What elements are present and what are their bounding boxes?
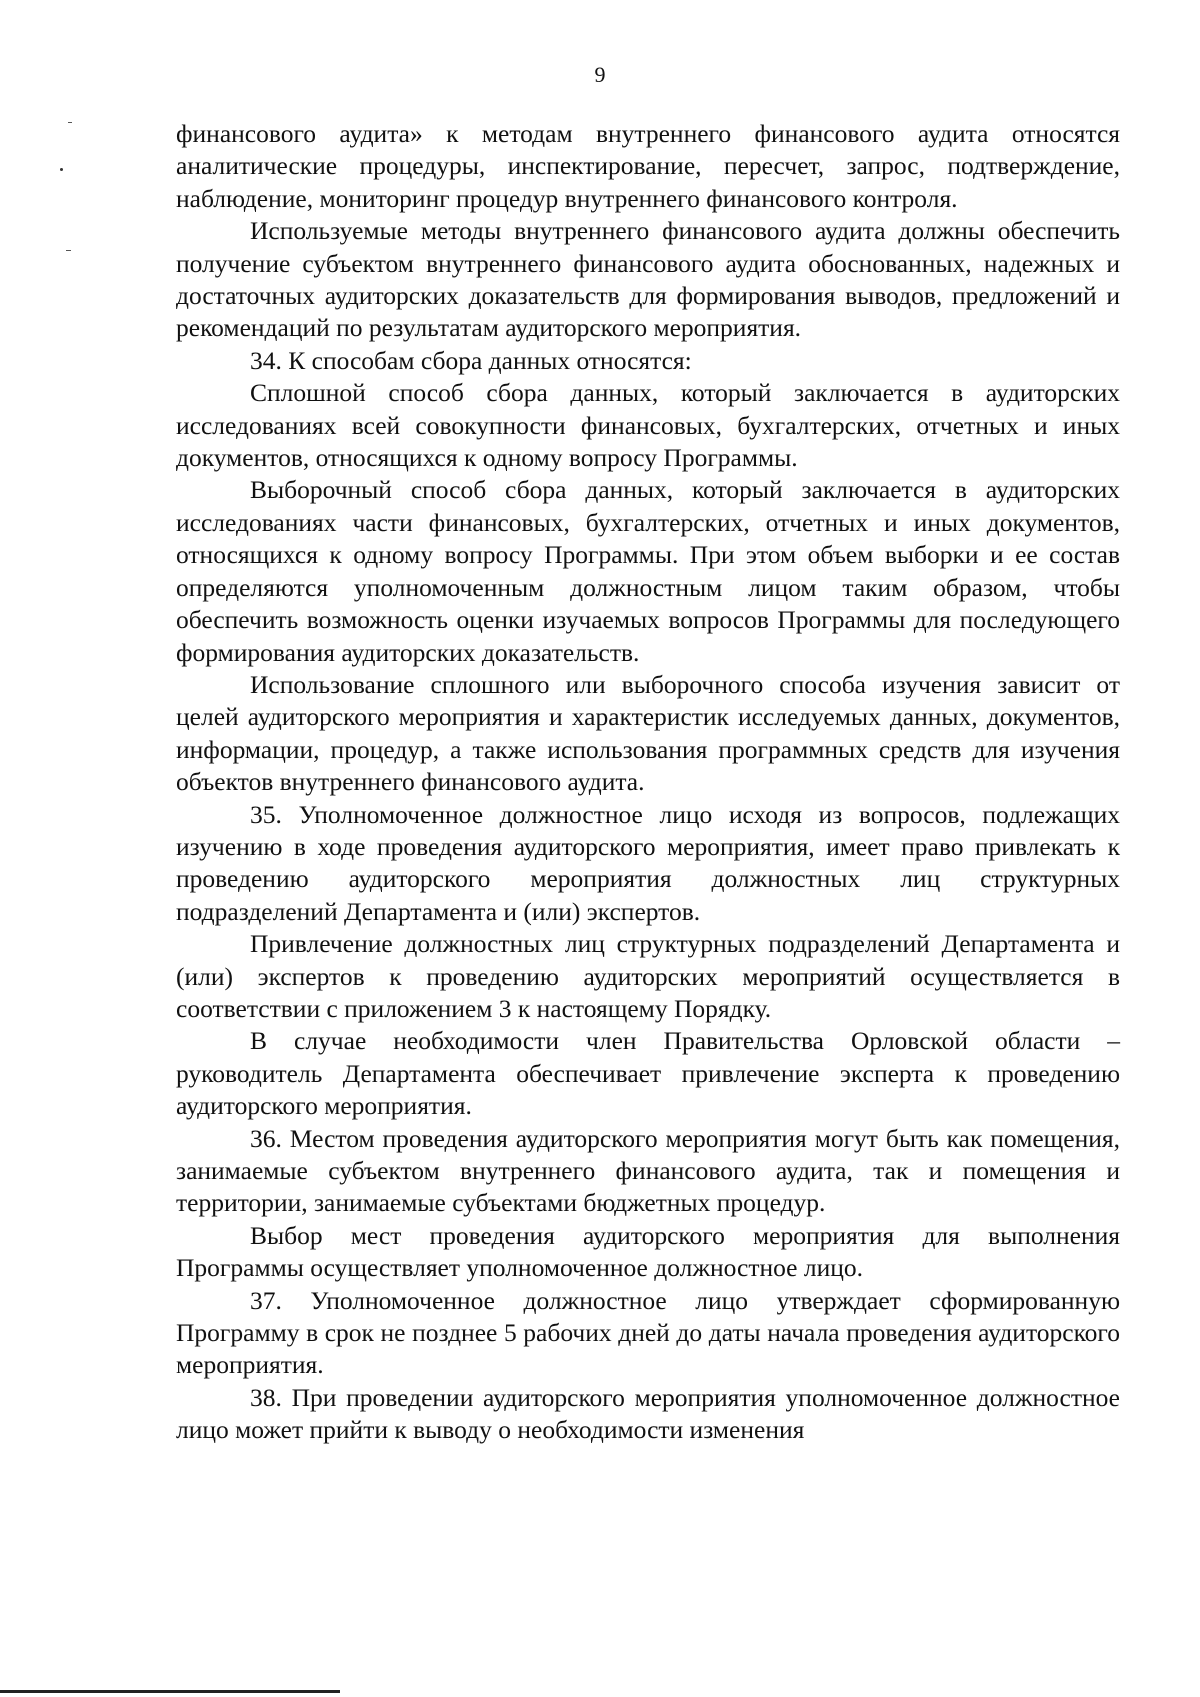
scan-artifact	[68, 122, 72, 123]
document-body	[176, 118, 1120, 1447]
page-number: 9	[594, 62, 606, 87]
paragraph-item-35: 35. Уполномоченное должностное лицо исходя из вопросов, подлежащих изучению в ходе проведения аудиторского мероприятия, имеет право привлекать к проведению аудиторского мероприятия должностных лиц структурных подразделений Департамента и (или) экспертов.	[176, 799, 1120, 926]
paragraph-sampling-method: Выборочный способ сбора данных, который заключается в аудиторских исследованиях части финансовых, бухгалтерских, отчетных и иных документов, относящихся к одному вопросу Программы. При этом объем выборки и ее состав определяются уполномоченным должностным лицом таким образом, чтобы обеспечить возможность оценки изучаемых вопросов Программы для последующего формирования аудиторских доказательств.	[176, 475, 1120, 667]
paragraph-continuous-method: Сплошной способ сбора данных, который заключается в аудиторских исследованиях всей совокупности финансовых, бухгалтерских, отчетных и иных документов, относящихся к одному вопросу Программы.	[176, 378, 1120, 473]
paragraph-involvement: Привлечение должностных лиц структурных подразделений Департамента и (или) экспертов к проведению аудиторских мероприятий осуществляется в соответствии с приложением 3 к настоящему Порядку.	[176, 929, 1120, 1023]
scan-artifact	[66, 250, 71, 251]
bottom-border-line	[0, 1690, 340, 1693]
paragraph-continuation: финансового аудита» к методам внутреннего финансового аудита относятся аналитические процедуры, инспектирование, пересчет, запрос, подтверждение, наблюдение, мониторинг процедур внутреннего финансового контроля.	[176, 119, 1120, 213]
paragraph-methods: Используемые методы внутреннего финансового аудита должны обеспечить получение субъектом внутреннего финансового аудита обоснованных, надежных и достаточных аудиторских доказательств для формирования выводов, предложений и рекомендаций по результатам аудиторского мероприятия.	[176, 216, 1120, 343]
scan-artifact	[60, 168, 63, 171]
paragraph-item-38: 38. При проведении аудиторского мероприятия уполномоченное должностное лицо может прийти к выводу о необходимости изменения	[176, 1382, 1120, 1445]
paragraph-method-choice: Использование сплошного или выборочного способа изучения зависит от целей аудиторского мероприятия и характеристик исследуемых данных, документов, информации, процедур, а также использования программных средств для изучения объектов внутреннего финансового аудита.	[176, 669, 1120, 797]
paragraph-item-34: 34. К способам сбора данных относятся:	[250, 345, 692, 375]
paragraph-place-choice: Выбор мест проведения аудиторского мероприятия для выполнения Программы осуществляет уполномоченное должностное лицо.	[176, 1220, 1120, 1283]
paragraph-item-37: 37. Уполномоченное должностное лицо утверждает сформированную Программу в срок не позднее 5 рабочих дней до даты начала проведения аудиторского мероприятия.	[176, 1285, 1120, 1380]
paragraph-item-36: 36. Местом проведения аудиторского мероприятия могут быть как помещения, занимаемые субъектом внутреннего финансового аудита, так и помещения и территории, занимаемые субъектами бюджетных процедур.	[176, 1123, 1120, 1218]
paragraph-expert: В случае необходимости член Правительства Орловской области – руководитель Департамента обеспечивает привлечение эксперта к проведению аудиторского мероприятия.	[176, 1026, 1120, 1121]
